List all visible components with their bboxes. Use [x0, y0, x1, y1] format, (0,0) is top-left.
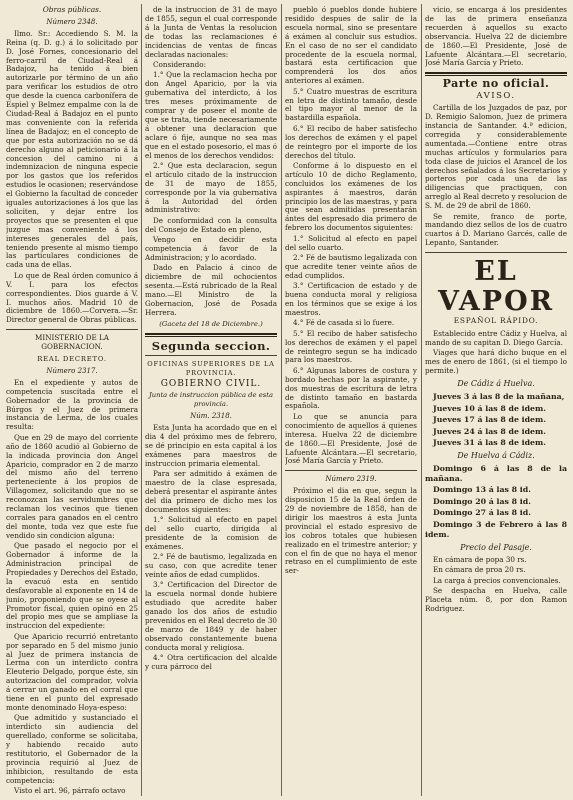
paragraph: pueblo ó pueblos donde hubiere residido despues de salir de la escuela normal, sino se presentare á exámen al concluir sus estudios. En el caso de no ser el candidato procedente de la escuela normal, bastará esta certificacion que comprenderá los dos años anteriores al exámen.	[285, 6, 417, 86]
vapor-subtitle: ESPAÑOL RÁPIDO.	[453, 316, 539, 326]
paragraph: De conformidad con la consulta del Consejo de Estado en pleno,	[145, 215, 277, 234]
paragraph: Se remite, franco de porte, mandando diez sellos de los de cuatro cuartos á D. Mariano Garcés, calle de Lepanto, Santander.	[425, 211, 567, 248]
oficinas-heading: OFICINAS SUPERIORES DE LA PROVINCIA.	[147, 359, 275, 377]
column-3	[285, 6, 417, 796]
parte-no-oficial-title: Parte no oficial.	[442, 77, 550, 91]
schedule-entry: Domingo 3 de Febrero á las 8 idem.	[425, 519, 567, 539]
column-4	[425, 6, 567, 796]
precio-paragraphs	[425, 556, 567, 614]
paragraph: Esta Junta ha acordado que en el dia 4 del próximo mes de febrero, se dé principio en esta capital á los exámenes para maestros de instruccion primaria elemental.	[145, 423, 277, 468]
decree-title: REAL DECRETO.	[37, 355, 107, 364]
paragraph: Establecido entre Cádiz y Huelva, al mando de su capitan D. Diego García.	[425, 329, 567, 347]
divider	[285, 470, 417, 471]
col4-top-paragraphs	[425, 6, 567, 68]
cadiz-route-title: De Cádiz á Huelva.	[457, 379, 535, 389]
paragraph: Cartilla de los Juzgados de paz, por D. Remigio Salomon, Juez de primera instancia de Santander. 4.ª edicion, corregida y considerablemente aumentada.—Contiene entre otras muchas artículos y formularios para toda clase de juicios el Arancel de los derechos señalados á los Secretarios y porteros por cada una de las diligencias que practiquen, con arreglo al Real decreto y resolucion de S. M. de 29 de abril de 1860.	[425, 103, 567, 211]
paragraph: 2.° Fé de bautismo legalizada con que acredite tener veinte años de edad cumplidos.	[285, 252, 417, 280]
huelva-schedule	[425, 464, 567, 540]
schedule-entry: Domingo 20 á las 8 id.	[433, 496, 531, 506]
huelva-route-title: De Huelva á Cádiz.	[457, 451, 535, 460]
col3-top-paragraphs	[285, 6, 417, 466]
double-rule-bottom	[425, 75, 567, 76]
aviso-paragraphs	[425, 104, 567, 248]
divider	[425, 252, 567, 253]
decree-number: Número 2317.	[46, 366, 98, 375]
col2-top-paragraphs	[145, 6, 277, 318]
paragraph: 5.° El recibo de haber satisfecho los derechos de exámen y el papel de reintegro segun se ha indicado para los maestros.	[285, 328, 417, 365]
paragraph: 6.° El recibo de haber satisfecho los derechos de exámen y el papel de reintegro por el importe de los derechos del título.	[285, 123, 417, 160]
schedule-entry: Jueves 24 á las 8 de idem.	[433, 426, 546, 436]
gobierno-civil-heading: GOBIERNO CIVIL.	[160, 379, 262, 390]
gazette-citation: (Gaceta del 18 de Diciembre.)	[159, 319, 263, 328]
paragraph: 3.° Certificacion de estado y de buena conducta moral y religiosa en los términos que se exige á los maestros.	[285, 281, 417, 317]
schedule-entry: Domingo 13 á las 8 id.	[433, 485, 531, 495]
paragraph: 2.° Fé de bautismo, legalizada en su caso, con que acredite tener veinte años de edad cumplidos.	[145, 552, 277, 580]
double-rule-top	[145, 333, 277, 335]
paragraph: Que pasado el negocio por el Gobernador á informe de la Administracion principal de Propiedades y Derechos del Estado, la evacuó esta en sentido desfavorable al exponente en 14 de junio, proponiendo que se oyese al Promotor fiscal, quien opinó en 25 del propio mes que se ampliase la instruccion del expediente:	[6, 541, 138, 631]
precio-title: Precio del Pasaje.	[460, 542, 532, 552]
paragraph: Considerando:	[153, 59, 206, 69]
paragraph: 3.° Certificacion del Director de la escuela normal donde hubiere estudiado que acredite haber ganado los dos años de estudio prevenidos en el Real decreto de 30 de marzo de 1849 y de haber observado constantemente buena conducta moral y religiosa.	[145, 580, 277, 652]
schedule-entry: Jueves 17 á las 8 de idem.	[433, 415, 546, 424]
paragraph: Próximo el dia en que, segun la disposicion 15 de la Real órden de 29 de noviembre de 1858, han de dirigir los maestros á esta Junta provincial el estado espresivo de los cobros totales que hubiesen realizado en el trimestre anterior; y con el fin de que no haya el menor retraso en el cumplimiento de este ser-	[285, 486, 417, 576]
paragraph: Conforme á lo dispuesto en el artículo 10 de dicho Reglamento, concluidos los exámenes de los aspirantes á maestros, darán principio los de las maestras, y para que sean admitidas presentarán ántes del espresado dia primero de febrero los documentos siguientes:	[285, 160, 417, 233]
order-number: Núm. 2318.	[190, 412, 232, 421]
paragraph: 1.° Solicitud al efecto en papel del sello cuarto, dirigida al presidente de la comision de exámenes.	[145, 515, 277, 551]
paragraph: 2.° Que esta declaracion, segun el artículo citado de la instruccion de 31 de mayo de 1855, corresponde por la via gubernativa á la Autoridad del órden administrativo:	[145, 160, 277, 215]
paragraph: La carga á precios convencionales.	[433, 575, 561, 585]
paragraph: Que en 29 de mayo del corriente año de 1860 acudió al Gobierno de la indicada provincia don Angel Aparicio, comprador en 2 de marzo del mismo año del terreno perteneciente á los propios de Villagomez, solicitando que no se reconozcan las servidumbres que reclaman los vecinos que tienen corrales para ganados en el centro del monte, toda vez que este fue vendido sin condicion alguna:	[6, 432, 138, 540]
paragraph: Se despacha en Huelva, calle Placeta núm. 8, por don Ramon Rodriguez.	[425, 586, 567, 613]
column-1	[6, 6, 138, 796]
paragraph: 5.° Cuatro muestras de escritura en letra de distinto tamaño, desde el tipo mayor al menor de la bastardilla española.	[285, 86, 417, 123]
junta-heading: Junta de instruccion pública de esta provincia.	[148, 391, 274, 409]
col2-bottom-paragraphs	[145, 424, 277, 672]
schedule-entry: Jueves 10 á las 8 de idem.	[433, 403, 546, 413]
segunda-seccion-title: Segunda seccion.	[151, 338, 271, 353]
decree-paragraphs	[6, 379, 138, 796]
paragraph: Dado en Palacio á cinco de diciembre de mil ochocientos sesenta.—Está rubricado de la Real mano.—El Ministro de la Gobernacion, José de Posada Herrera.	[145, 263, 277, 317]
paragraph: Ilmo. Sr.: Accediendo S. M. la Reina (q. D. g.) á lo solicitado por D. José Fornes, concesionario del ferro-carril de Ciudad-Real á Badajoz, ha tenido á bien autorizarle por término de un año para verificar los estudios de otro que desde la cuenca carbonífera de Espiel y Belmez empalme con la de Ciudad-Real á Badajoz en el punto mas conveniente con la referida línea de Badajoz; en el concepto de que por esta autorización no se dá derecho alguno al peticionario á la concesion del camino ni á indemnizacion de ninguna especie por los gastos que los referidos estudios le ocasionen; reservándose el Gobierno la facultad de conceder iguales autorizaciones á los que las soliciten, y dejar entre los proyectos que se presenten el que juzgue mas conveniente á los intereses generales del país, teniendo presente al mismo tiempo las particulares condiciones de cada una de ellas.	[6, 28, 138, 270]
section-header-obras-publicas: Obras públicas.	[42, 6, 102, 14]
column-rule	[141, 4, 142, 796]
double-rule-bottom	[145, 336, 277, 337]
paragraph: de la instruccion de 31 de mayo de 1855, segun el cual corresponde á la Junta de Ventas la resolucion de todas las reclamaciones é incidencias de ventas de fincas declaradas nacionales:	[145, 6, 277, 59]
paragraph: En el expediente y autos de competencia suscitada entre el Gobernador de la provincia de Búrgos y el Juez de primera instancia de Lerma, de los cuales resulta:	[6, 377, 138, 432]
paragraph: Lo que de Real órden comunico á V. I. para los efectos correspondientes. Dios guarde á V. I. muchos años. Madrid 10 de diciembre de 1860.—Corvera.—Sr. Director general de Obras públicas.	[6, 270, 138, 325]
schedule-entry: Jueves 3 á las 8 de la mañana,	[433, 392, 565, 401]
order-number: Número 2348.	[46, 17, 98, 26]
ministry-heading: MINISTERIO DE LA GOBERNACION.	[35, 333, 109, 352]
schedule-entry: Domingo 6 á las 8 de la mañana.	[425, 463, 567, 483]
schedule-entry: Jueves 31 á las 8 de idem.	[433, 438, 546, 447]
paragraph: Viages que hará dicho buque en el mes de enero de 1861, (si el tiempo lo permite.)	[425, 348, 567, 376]
column-rule	[281, 4, 282, 796]
vapor-paragraphs	[425, 330, 567, 376]
column-2	[145, 6, 277, 796]
paragraph: 4.° Otra certificacion del alcalde y cura párroco del	[145, 653, 277, 672]
col1-paragraphs	[6, 30, 138, 325]
order-number: Número 2319.	[325, 475, 377, 484]
divider	[6, 329, 138, 330]
divider	[145, 355, 277, 356]
paragraph: Vengo en decidir esta competencia á favor de la Administracion; y lo acordado.	[145, 235, 277, 262]
paragraph: Para ser admitido á exámen de maestro de la clase espresada, deberá presentar el aspirante ántes del dia primero de dicho mes los documentos siguientes:	[145, 469, 277, 514]
el-vapor-title: EL VAPOR	[437, 256, 555, 318]
paragraph: Lo que se anuncia para conocimiento de aquellos á quienes interesa. Huelva 22 de diciembre de 1860.—El Presidente, José de Lafuente Alcántara.—El secretario, José María García y Prieto.	[285, 411, 417, 466]
paragraph: Visto el art. 96, párrafo octavo	[14, 786, 126, 796]
schedule-entry: Domingo 27 á las 8 id.	[433, 508, 531, 518]
paragraph: 4.° Fé de casada si lo fuere.	[293, 318, 395, 328]
paragraph: 6.° Algunas labores de costura y bordado hechas por la aspirante, y dos muestras de escritura de letra de distinto tamaño en bastarda española.	[285, 365, 417, 411]
column-rule	[421, 4, 422, 796]
paragraph: vicio, se encarga á los presidentes de las de primera enseñanza recuerden á aquellos su exacto observancia. Huelva 22 de diciembre de 1860.—El Presidente, José de Lafuente Alcántara.—El secretario, José María García y Prieto.	[425, 6, 567, 68]
paragraph: En cámara de proa 20 rs.	[433, 565, 526, 575]
paragraph: 1.° Solicitud al efecto en papel del sello cuarto.	[285, 233, 417, 252]
paragraph: 1.° Que la reclamacion hecha por don Angel Aparicio, por la via gubernativa del interdicto, á los tres meses próximamente de comprar y de poseer el monte de que se trata, tiende necesariamente á obtener una declaracion que aclare ó fije, aunque no sea mas que en el estado posesorio, el mas ó el menos de los derechos vendidos:	[145, 70, 277, 160]
col3-bottom-paragraphs	[285, 487, 417, 576]
aviso-heading: AVISO.	[476, 91, 516, 102]
paragraph: Que admitido y sustanciado el interdicto sin audiencia del querellado, conforme se solicitaba, y habiendo recaido auto restitutorio, el Gobernador de la provincia requirió al Juez de inhibicion, resultando de esta competencia:	[6, 713, 138, 785]
cadiz-schedule	[425, 392, 567, 448]
double-rule-top	[425, 72, 567, 74]
paragraph: En cámara de popa 30 rs.	[433, 554, 527, 564]
paragraph: Que Aparicio recurrió entretanto por separado en 5 del mismo junio al Juez de primera instancia de Lerma con un interdicto contra Eleuterio Delgado, porque éste, sin autorizacion del comprador, volvia á cerrar un ganado en el corral que tiene en el punto del expresado monte denominado Hoya-espeso:	[6, 631, 138, 712]
